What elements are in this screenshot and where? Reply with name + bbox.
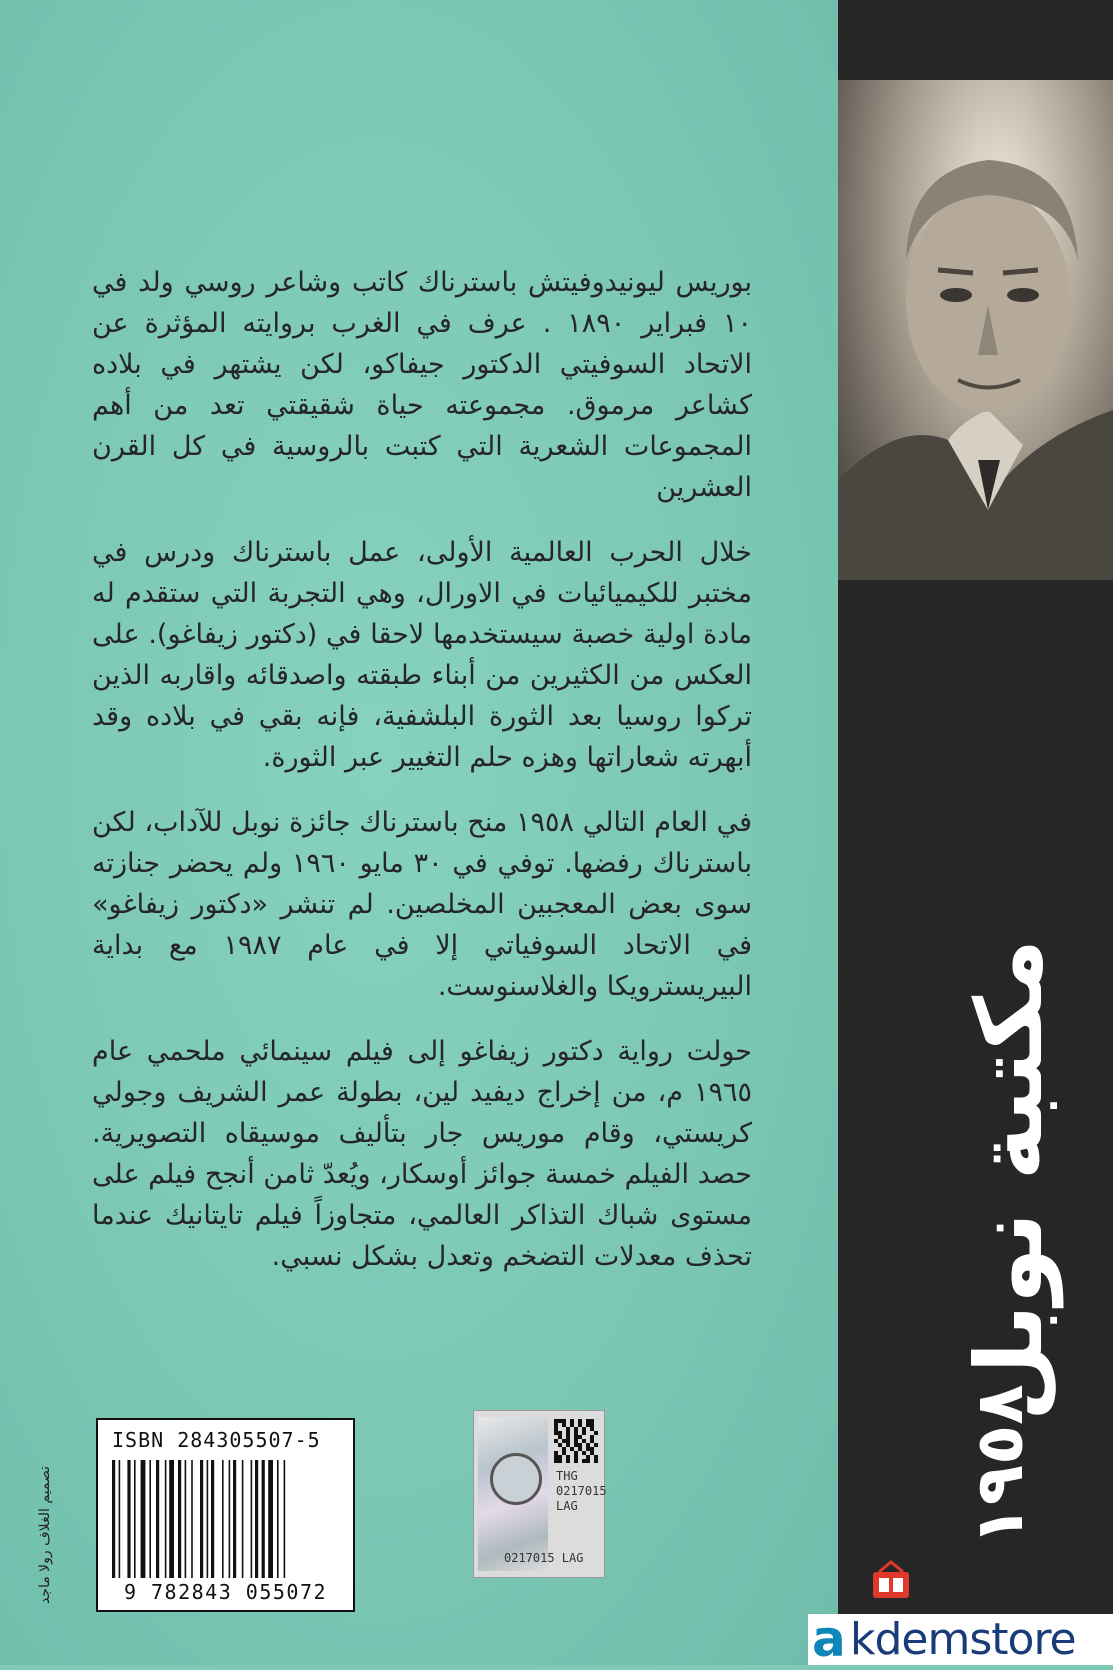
sticker-code	[556, 1469, 607, 1514]
isbn-barcode	[96, 1418, 355, 1612]
description-paragraph: في العام التالي ١٩٥٨ منح باسترناك جائزة نوبل للآداب، لكن باسترناك رفضها. توفي في ٣٠ مايو ١٩٦٠ ولم يحضر جنازته سوى بعض المعجبين المخلصين. لم تنشر «دكتور زيفاغو» في الاتحاد السوفياتي إلا في عام ١٩٨٧ مع بداية البيريسترويكا والغلاسنوست.	[92, 807, 752, 1002]
ean-digits: 9 782843 055072	[123, 1580, 328, 1604]
description-paragraph: بوريس ليونيدوفيتش باسترناك كاتب وشاعر روسي ولد في ١٠ فبراير ١٨٩٠ . عرف في الغرب بروايته المؤثرة عن الاتحاد السوفيتي الدكتور جيفاكو، لكن يشتهر في بلاده كشاعر مرموق. مجموعته حياة شقيقتي تعد من أهم المجموعات الشعرية التي كتبت بالروسية في كل القرن العشرين	[92, 267, 753, 503]
description-paragraph: خلال الحرب العالمية الأولى، عمل باسترناك ودرس في مختبر للكيميائيات في الاورال، وهي التجربة التي ستقدم له مادة اولية خصبة سيستخدمها لاحقا في (دكتور زيفاغو). على العكس من الكثيرين من أبناء طبقته واصدقائه واقاربه الذين تركوا روسيا بعد الثورة البلشفية، فإنه بقي في بلاده وقد أبهرته شعاراتها وهزه حلم التغيير عبر الثورة.	[92, 537, 752, 773]
book-description	[92, 262, 752, 1301]
isbn-label: ISBN 284305507-5	[112, 1428, 321, 1452]
barcode-bars	[112, 1460, 337, 1578]
hologram-label	[478, 1417, 548, 1571]
series-year: ١٩٥٨	[961, 1384, 1038, 1546]
hologram-coin-icon	[490, 1453, 542, 1505]
book-cart-logo-icon	[869, 1558, 913, 1602]
series-title: مكتبة نوبل	[956, 938, 1063, 1422]
sticker-bottom-code: 0217015 LAG	[504, 1551, 584, 1565]
store-logo-text: kdemstore	[850, 1614, 1076, 1665]
store-logo-a: a	[812, 1610, 846, 1668]
description-paragraph: حولت رواية دكتور زيفاغو إلى فيلم سينمائي ملحمي عام ١٩٦٥ م، من إخراج ديفيد لين، بطولة عمر الشريف وجولي كريستي، وقام موريس جار بتأليف موسيقاه التصويرية. حصد الفيلم خمسة جوائز أوسكار، ويُعدّ ثامن أنجح فيلم على مستوى شباك التذاكر العالمي، متجاوزاً فيلم تايتانيك عندما تحذف معدلات التضخم وتعدل بشكل نسبي.	[92, 1036, 752, 1272]
sticker-code-line: 0217015	[556, 1484, 607, 1498]
cover-design-credit: تصميم الغلاف رولا ماجد	[37, 1465, 53, 1605]
author-portrait	[838, 80, 1113, 580]
datamatrix-code	[554, 1419, 598, 1463]
sticker-code-line: LAG	[556, 1499, 578, 1513]
sticker-code-line: THG	[556, 1469, 578, 1483]
store-watermark	[808, 1610, 1113, 1668]
distributor-sticker	[473, 1410, 605, 1578]
